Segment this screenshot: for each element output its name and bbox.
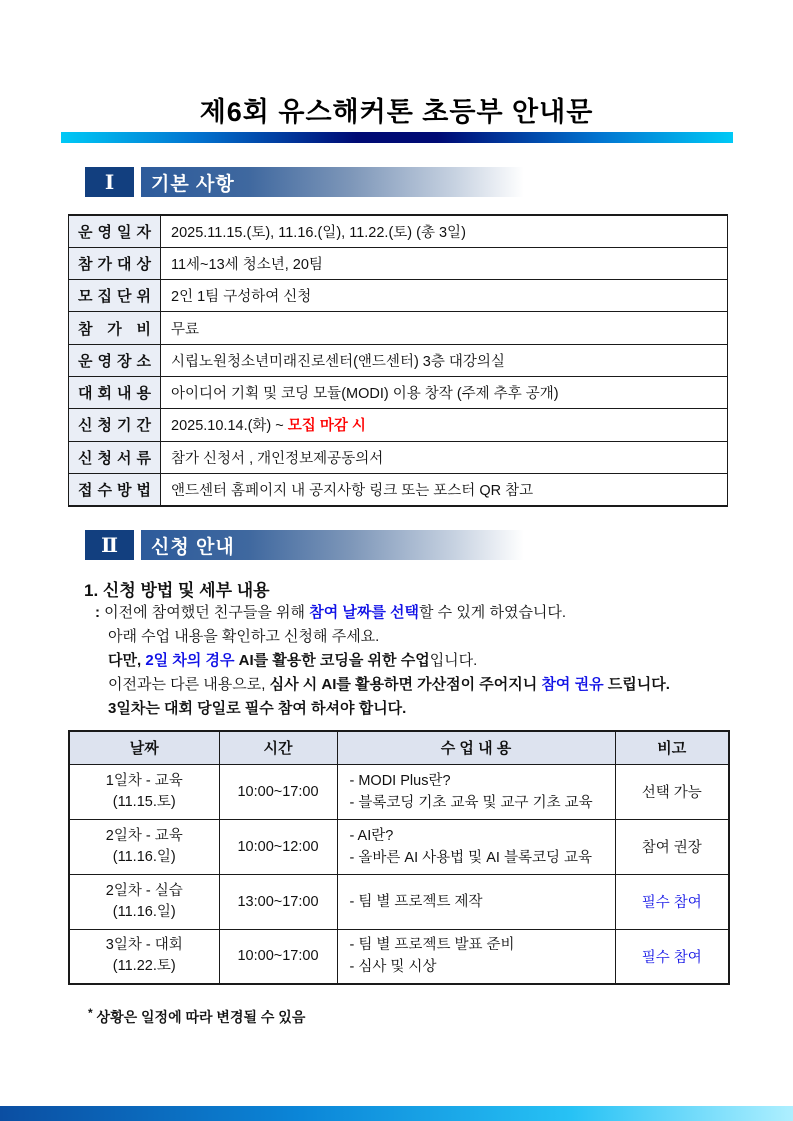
highlight-recommend: 참여 권유 [541, 675, 604, 693]
intro-text: AI를 활용한 코딩을 위한 수업 [238, 651, 430, 669]
highlight-day2: 2일 차의 경우 [145, 651, 239, 669]
page-title: 제6회 유스해커톤 초등부 안내문 [199, 97, 594, 127]
row-label: 대 회 내 용 [69, 376, 161, 408]
note-label: 필수 참여 [641, 895, 702, 911]
section-numeral-badge: Ⅱ [85, 530, 134, 560]
table-row [69, 376, 728, 408]
day-label: 3일차 - 대회 [105, 937, 183, 954]
schedule-row [69, 874, 729, 929]
application-period-start: 2025.10.14.(화) ~ [171, 418, 288, 435]
row-label: 운 영 일 자 [69, 215, 161, 247]
date-cell [69, 764, 219, 819]
time-cell: 10:00~17:00 [219, 929, 337, 984]
row-value: 참가 신청서 , 개인정보제공동의서 [161, 441, 728, 473]
date-label: (11.16.일) [112, 903, 176, 920]
application-deadline-highlight: 모집 마감 시 [287, 418, 366, 435]
footnote [88, 1006, 305, 1027]
time-cell: 10:00~12:00 [219, 819, 337, 874]
note-label: 참여 권장 [641, 840, 702, 856]
time-cell: 13:00~17:00 [219, 874, 337, 929]
section-title: 신청 안내 [141, 530, 524, 560]
row-value: 2025.11.15.(토), 11.16.(일), 11.22.(토) (총 3일) [161, 215, 728, 247]
content-line: - 심사 및 시상 [349, 959, 437, 976]
section-title: 기본 사항 [141, 167, 524, 197]
schedule-row [69, 764, 729, 819]
content-line: - 팀 별 프로젝트 제작 [349, 893, 483, 910]
column-header-date: 날짜 [69, 731, 219, 764]
row-value: 2인 1팀 구성하여 신청 [161, 280, 728, 312]
section-numeral-badge: Ⅰ [85, 167, 134, 197]
content-line: - 올바른 AI 사용법 및 AI 블록코딩 교육 [349, 849, 593, 866]
row-label: 참 가 대 상 [69, 247, 161, 279]
note-label: 필수 참여 [641, 949, 702, 966]
table-row [69, 473, 728, 505]
note-label: 선택 가능 [641, 785, 702, 801]
row-value: 앤드센터 홈페이지 내 공지사항 링크 또는 포스터 QR 참고 [161, 473, 728, 505]
basic-info-table [68, 214, 728, 507]
date-cell [69, 929, 219, 984]
column-header-content: 수 업 내 용 [337, 731, 615, 764]
date-label: (11.15.토) [112, 793, 176, 810]
date-cell [69, 874, 219, 929]
highlight-select-date: 참여 날짜를 선택 [309, 604, 419, 621]
apply-intro-text [95, 601, 735, 721]
intro-text: 할 수 있게 하였습니다. [419, 604, 567, 621]
intro-text: 드립니다. [603, 675, 670, 693]
intro-text: 이전에 참여했던 친구들을 위해 [100, 604, 310, 621]
intro-line-4 [95, 673, 735, 697]
section-apply-header [85, 530, 524, 560]
day-label: 2일차 - 실습 [105, 882, 183, 899]
row-label: 신 청 기 간 [69, 409, 161, 441]
schedule-row [69, 819, 729, 874]
content-line: - MODI Plus란? [349, 772, 451, 789]
row-value: 11세~13세 청소년, 20팀 [161, 247, 728, 279]
schedule-row [69, 929, 729, 984]
table-row [69, 312, 728, 344]
schedule-table [68, 730, 730, 985]
section-basic-header [85, 167, 524, 197]
asterisk-mark: * [88, 1006, 93, 1020]
row-value [161, 409, 728, 441]
content-cell [337, 874, 615, 929]
intro-text: 이전과는 다른 내용으로, [108, 675, 270, 693]
row-label: 접 수 방 법 [69, 473, 161, 505]
intro-text: 입니다. [429, 651, 478, 669]
table-row [69, 409, 728, 441]
row-label: 운 영 장 소 [69, 344, 161, 376]
time-cell: 10:00~17:00 [219, 764, 337, 819]
note-cell [615, 929, 729, 984]
row-label: 신 청 서 류 [69, 441, 161, 473]
table-row [69, 441, 728, 473]
note-cell [615, 819, 729, 874]
table-row [69, 344, 728, 376]
content-line: - 팀 별 프로젝트 발표 준비 [349, 937, 515, 954]
table-row [69, 247, 728, 279]
intro-text: 다만, [108, 651, 146, 669]
colon-mark: : [95, 604, 100, 621]
footnote-text: 상황은 일정에 따라 변경될 수 있음 [92, 1009, 306, 1025]
row-label: 모 집 단 위 [69, 280, 161, 312]
date-label: (11.22.토) [112, 958, 176, 975]
date-label: (11.16.일) [112, 848, 176, 865]
intro-line-2: 아래 수업 내용을 확인하고 신청해 주세요. [108, 627, 380, 645]
footer-gradient-bar [0, 1106, 793, 1121]
day-label: 2일차 - 교육 [105, 827, 183, 844]
schedule-header-row [69, 731, 729, 764]
row-label: 참 가 비 [69, 312, 161, 344]
column-header-time: 시간 [219, 731, 337, 764]
content-cell [337, 819, 615, 874]
row-value: 시립노원청소년미래진로센터(앤드센터) 3층 대강의실 [161, 344, 728, 376]
title-underline-bar [61, 132, 733, 143]
intro-line-5: 3일차는 대회 당일로 필수 참여 하셔야 합니다. [108, 699, 407, 717]
content-line: - 블록코딩 기초 교육 및 교구 기초 교육 [349, 794, 593, 811]
content-cell [337, 929, 615, 984]
day-label: 1일차 - 교육 [105, 772, 183, 789]
note-cell [615, 874, 729, 929]
content-cell [337, 764, 615, 819]
date-cell [69, 819, 219, 874]
table-row [69, 280, 728, 312]
row-value: 무료 [161, 312, 728, 344]
note-cell [615, 764, 729, 819]
content-line: - AI란? [349, 827, 394, 844]
table-row [69, 215, 728, 247]
apply-subheading: 1. 신청 방법 및 세부 내용 [84, 581, 270, 600]
intro-line-1 [95, 601, 735, 625]
column-header-note: 비고 [615, 731, 729, 764]
intro-line-3 [95, 649, 735, 673]
intro-text: 심사 시 AI를 활용하면 가산점이 주어지니 [269, 675, 542, 693]
row-value: 아이디어 기획 및 코딩 모듈(MODI) 이용 창작 (주제 추후 공개) [161, 376, 728, 408]
